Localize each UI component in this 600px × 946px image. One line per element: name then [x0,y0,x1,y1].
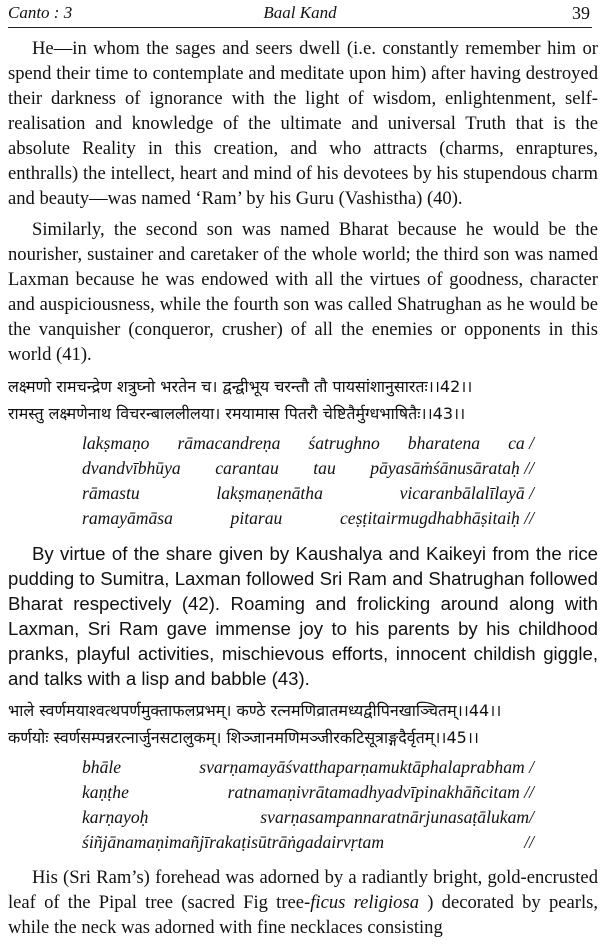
word: vicaranbālalīlayā / [399,483,534,503]
word: ramayāmāsa [82,508,173,528]
word: pitarau [230,508,283,528]
translit-line [82,481,534,506]
word: lakṣmaṇenātha [216,483,323,503]
word: dvandvībhūya [82,458,181,478]
sanskrit-verse-42-43 [8,373,598,427]
scientific-name: ficus religiosa [310,892,420,913]
translit-line [82,805,534,830]
translit-line [82,780,534,805]
verse-line: भाले स्वर्णमयाश्वत्थपर्णमुक्ताफलप्रभम्। कण्ठे रत्नमणिव्रातमध्यद्वीपिनखाञ्चितम्।।44।। [8,701,502,720]
word: rāmacandreṇa [177,433,281,453]
paragraph-40: He—in whom the sages and seers dwell (i.e. constantly remember him or spend their time to contemplate and meditate upon him) after having destroyed their darkness of ignorance with the light of wisdom, enlightenment, self-realisation and knowledge of the ultimate and universal Truth that is the absolute Reality in this creation, and who attracts (charms, enraptures, enthralls) the intellect, heart and mind of his devotees by his stupendous charm and beauty—was named ‘Ram’ by his Guru (Vashistha) (40). [8,38,598,209]
page-body [8,36,598,946]
word: carantau [215,458,279,478]
sanskrit-verse-44-45 [8,697,598,751]
para-text: His (Sri Ram’s) forehead was adorned by a radiantly bright, gold-encrusted leaf of the Pipal tree (sacred Fig tree- [8,867,598,913]
canto-label: Canto : 3 [8,3,73,22]
book-section-title: Baal Kand [263,3,337,22]
word: śatrughno [308,433,380,453]
header-rule [8,27,592,28]
word: bhāle [82,757,122,777]
word: lakṣmaṇo [82,433,150,453]
verse-line: लक्ष्मणो रामचन्द्रेण शत्रुघ्नो भरतेन च। द्वन्द्वीभूय चरन्तौ तौ पायसांशानुसारतः।।42।। [8,377,473,396]
para-text: ) decorated by pearls, while the neck was adorned with fine necklaces consisting [8,892,598,938]
translit-line [82,431,534,456]
word: svarṇasampannaratnārjunasaṭālukam/ [260,807,534,827]
paragraph-41: Similarly, the second son was named Bharat because he would be the nourisher, sustainer and caretaker of the whole world; the third son was named Laxman because he was endowed with all the virtues of goodness, character and auspiciousness, while the fourth son was called Shatrughan as he would be the vanquisher (conqueror, crusher) of all the enemies or opponents in this world (41). [8,219,598,365]
translit-line [82,506,534,531]
page-header [8,3,592,25]
word: tau [313,458,336,478]
translit-line [82,755,534,780]
word: pāyasāṁśānusārataḥ // [370,458,534,478]
transliteration-44-45 [82,755,534,855]
word: ceṣṭitairmugdhabhāṣitaiḥ // [339,508,534,528]
translit-line [82,830,534,855]
page-number: 39 [572,3,590,23]
word: bharatena [407,433,481,453]
word: // [524,832,534,852]
verse-line: कर्णयोः स्वर्णसम्पन्नरत्नार्जुनसटालुकम्। शिञ्जानमणिमञ्जीरकटिसूत्राङ्गदैर्वृतम्।।45।। [8,728,479,747]
paragraph-42-43: By virtue of the share given by Kaushalya and Kaikeyi from the rice pudding to Sumitra, Laxman followed Sri Ram and Shatrughan followed Bharat respectively (42). Roaming and frolicking around along with Laxman, Sri Ram gave immense joy to his parents by his childhood pranks, playful activities, mischievous efforts, innocent childish giggle, and talks with a lisp and babble (43). [8,543,598,689]
word: kaṇṭhe [82,782,129,802]
word: ratnamaṇivrātamadhyadvīpinakhāñcitam // [227,782,534,802]
paragraph-44 [8,865,598,940]
word: ca / [508,433,534,453]
verse-line: रामस्तु लक्ष्मणेनाथ विचरन्बाललीलया। रमयामास पितरौ चेष्टितैर्मुग्धभाषितैः।।43।। [8,404,466,423]
word: rāmastu [82,483,140,503]
word: karṇayoḥ [82,807,149,827]
word: svarṇamayāśvatthaparṇamuktāphalaprabham / [199,757,534,777]
transliteration-42-43 [82,431,534,531]
word: śiñjānamaṇimañjīrakaṭisūtrāṅgadairvṛtam [82,832,385,852]
translit-line [82,456,534,481]
